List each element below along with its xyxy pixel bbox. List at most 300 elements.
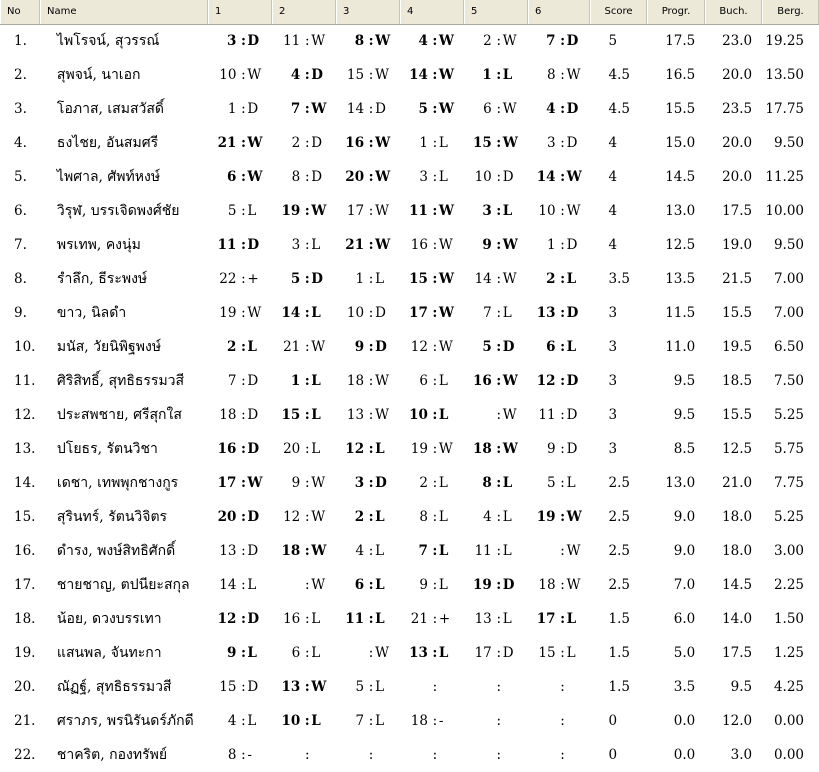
player-name: วิรุฬ, บรรเจิดพงศ์ชัย (56, 203, 180, 219)
round-result-2 (271, 713, 335, 729)
separator: : (304, 305, 310, 321)
round-result-4 (399, 339, 463, 355)
game-result (439, 747, 463, 763)
separator: : (304, 339, 310, 355)
opponent-number: 18 (472, 441, 492, 457)
game-result: W (311, 543, 327, 559)
separator: : (304, 33, 310, 49)
opponent-number (527, 713, 559, 729)
column-header-round-4[interactable]: 4 (400, 0, 464, 24)
table-row[interactable] (0, 738, 819, 772)
opponent-number: 19 (281, 203, 301, 219)
separator: : (496, 475, 502, 491)
berg-value: 0.00 (773, 713, 805, 729)
separator: : (432, 611, 438, 627)
separator: : (560, 645, 565, 661)
game-result: L (566, 645, 576, 661)
game-result: W (247, 305, 262, 321)
round-result-2 (271, 237, 335, 253)
opponent-number: 21 (345, 237, 365, 253)
game-result: D (247, 611, 260, 627)
table-row[interactable] (0, 602, 819, 636)
game-result: D (502, 339, 515, 355)
game-result: D (247, 543, 259, 559)
row-number: 16. (14, 543, 36, 559)
opponent-number: 8 (482, 475, 492, 491)
separator: : (560, 33, 566, 49)
separator: : (241, 713, 246, 729)
table-row[interactable] (0, 432, 819, 466)
separator: : (304, 237, 310, 253)
berg-value: 3.00 (773, 543, 805, 559)
separator: : (304, 747, 310, 763)
column-header-round-5[interactable]: 5 (464, 0, 528, 24)
separator: : (432, 645, 438, 661)
opponent-number: 7 (546, 33, 556, 49)
round-result-5 (463, 305, 527, 321)
buch-value: 19.0 (722, 237, 753, 253)
round-result-4 (399, 33, 463, 49)
berg-value: 7.75 (773, 475, 805, 491)
opponent-number: 7 (483, 305, 492, 321)
round-result-1 (208, 509, 272, 525)
round-result-3 (335, 747, 399, 763)
buch-value: 15.5 (722, 407, 753, 423)
separator: : (432, 33, 438, 49)
opponent-number (271, 577, 303, 593)
game-result: W (375, 407, 389, 423)
separator: : (560, 543, 565, 559)
progr-value: 8.5 (673, 441, 696, 457)
berg-value: 0.00 (773, 747, 805, 763)
game-result: L (375, 713, 385, 729)
separator: : (560, 713, 565, 729)
round-result-4 (399, 169, 463, 185)
separator: : (560, 679, 565, 695)
table-row[interactable] (0, 466, 819, 500)
opponent-number (271, 747, 303, 763)
buch-value: 17.5 (722, 203, 753, 219)
game-result: D (311, 169, 323, 185)
game-result (375, 747, 399, 763)
opponent-number: 12 (345, 441, 365, 457)
column-header-berg[interactable]: Berg. (762, 0, 819, 24)
table-row[interactable] (0, 568, 819, 602)
round-result-3 (335, 101, 399, 117)
buch-value: 20.0 (722, 169, 753, 185)
table-row[interactable] (0, 534, 819, 568)
opponent-number: 8 (419, 509, 428, 525)
game-result: L (247, 203, 257, 219)
table-row[interactable] (0, 330, 819, 364)
round-result-4 (399, 645, 463, 661)
opponent-number: 6 (354, 577, 365, 593)
separator: : (368, 645, 374, 661)
game-result: L (438, 135, 448, 151)
game-result (439, 679, 463, 695)
opponent-number: 17 (346, 203, 365, 219)
column-header-round-1[interactable]: 1 (208, 0, 272, 24)
opponent-number: 5 (482, 339, 492, 355)
game-result: W (311, 101, 327, 117)
opponent-number: 8 (227, 747, 237, 763)
round-result-4 (399, 747, 463, 763)
score-value: 0 (608, 747, 618, 763)
game-result: W (311, 679, 327, 695)
table-header (0, 0, 819, 25)
separator: : (432, 577, 438, 593)
opponent-number: 13 (346, 407, 365, 423)
opponent-number: 14 (474, 271, 492, 287)
separator: : (368, 373, 374, 389)
buch-value: 18.0 (722, 543, 753, 559)
opponent-number: 8 (354, 33, 365, 49)
opponent-number: 11 (409, 203, 428, 219)
opponent-number: 12 (536, 373, 556, 389)
separator: : (496, 373, 502, 389)
round-result-6 (527, 713, 591, 729)
column-header-round-3[interactable]: 3 (336, 0, 400, 24)
opponent-number (335, 645, 367, 661)
separator: : (560, 475, 565, 491)
round-result-2 (271, 67, 335, 83)
opponent-number: 7 (418, 543, 428, 559)
round-result-2 (271, 305, 335, 321)
opponent-number: 1 (546, 237, 556, 253)
opponent-number: 7 (355, 713, 365, 729)
row-number: 18. (14, 611, 36, 627)
table-row[interactable] (0, 160, 819, 194)
game-result: W (438, 271, 455, 287)
player-name: ชายชาญ, ตปนียะสกุล (56, 577, 190, 593)
game-result: W (375, 203, 389, 219)
opponent-number: 4 (227, 713, 237, 729)
separator: : (240, 441, 246, 457)
berg-value: 5.25 (773, 509, 805, 525)
game-result: W (375, 169, 391, 185)
table-row[interactable] (0, 92, 819, 126)
game-result: D (566, 407, 578, 423)
separator: : (304, 611, 310, 627)
table-row[interactable] (0, 194, 819, 228)
round-result-4 (399, 407, 463, 423)
separator: : (240, 339, 246, 355)
table-row[interactable] (0, 704, 819, 738)
opponent-number: 4 (290, 67, 301, 83)
separator: : (241, 271, 246, 287)
round-result-2 (271, 509, 335, 525)
separator: : (241, 305, 246, 321)
table-row[interactable] (0, 636, 819, 670)
progr-value: 15.5 (665, 101, 696, 117)
game-result: D (311, 67, 323, 83)
separator: : (240, 645, 246, 661)
table-row[interactable] (0, 24, 819, 58)
buch-value: 23.0 (722, 33, 753, 49)
player-name: ปโยธร, รัตนวิชา (56, 441, 158, 457)
round-result-6 (527, 747, 591, 763)
opponent-number: 18 (219, 407, 237, 423)
round-result-5 (463, 475, 527, 491)
opponent-number: 11 (345, 611, 365, 627)
score-value: 3 (608, 407, 618, 423)
game-result: L (311, 713, 321, 729)
separator: : (560, 305, 566, 321)
progr-value: 16.5 (665, 67, 696, 83)
row-number: 17. (14, 577, 36, 593)
column-header-progr[interactable]: Progr. (647, 0, 705, 24)
opponent-number: 12 (283, 509, 301, 525)
separator: : (560, 135, 565, 151)
opponent-number: 20 (345, 169, 365, 185)
game-result: L (438, 577, 448, 593)
berg-value: 13.50 (765, 67, 805, 83)
round-result-3 (335, 509, 399, 525)
game-result: + (438, 611, 451, 627)
table-row[interactable] (0, 262, 819, 296)
opponent-number: 13 (536, 305, 556, 321)
game-result: D (247, 237, 260, 253)
score-value: 3 (608, 373, 618, 389)
row-number: 22. (14, 747, 36, 763)
round-result-3 (335, 67, 399, 83)
opponent-number: 5 (227, 203, 237, 219)
separator: : (496, 577, 502, 593)
table-row[interactable] (0, 126, 819, 160)
column-header-name[interactable]: Name (40, 0, 208, 24)
opponent-number: 3 (354, 475, 365, 491)
separator: : (368, 271, 374, 287)
progr-value: 7.0 (673, 577, 696, 593)
separator: : (432, 203, 438, 219)
opponent-number: 14 (346, 101, 365, 117)
row-number: 10. (14, 339, 36, 355)
opponent-number: 1 (290, 373, 301, 389)
column-header-round-6[interactable]: 6 (528, 0, 590, 24)
game-result: W (247, 67, 262, 83)
score-value: 5 (608, 33, 618, 49)
opponent-number: 17 (409, 305, 428, 321)
separator: : (368, 577, 374, 593)
game-result: D (247, 407, 259, 423)
game-result: L (375, 543, 385, 559)
round-result-3 (335, 713, 399, 729)
opponent-number: 9 (546, 441, 556, 457)
buch-value: 20.0 (722, 135, 753, 151)
opponent-number: 2 (483, 33, 492, 49)
berg-value: 17.75 (765, 101, 805, 117)
separator: : (432, 101, 438, 117)
column-header-score[interactable]: Score (590, 0, 647, 24)
game-result: D (247, 373, 259, 389)
round-result-1 (208, 271, 272, 287)
separator: : (241, 407, 246, 423)
game-result: W (566, 577, 581, 593)
row-number: 11. (14, 373, 36, 389)
table-row[interactable] (0, 500, 819, 534)
berg-value: 7.50 (773, 373, 805, 389)
opponent-number: 14 (409, 67, 428, 83)
column-header-round-2[interactable]: 2 (272, 0, 336, 24)
round-result-1 (208, 713, 272, 729)
score-value: 4 (608, 203, 618, 219)
progr-value: 9.0 (673, 509, 696, 525)
opponent-number: 10 (409, 407, 428, 423)
game-result: D (566, 135, 578, 151)
opponent-number: 20 (283, 441, 301, 457)
game-result: D (502, 169, 514, 185)
opponent-number: 8 (291, 169, 301, 185)
berg-value: 7.00 (773, 305, 805, 321)
game-result: L (502, 305, 512, 321)
table-row[interactable] (0, 670, 819, 704)
round-result-3 (335, 339, 399, 355)
game-result: W (502, 407, 517, 423)
round-result-3 (335, 611, 399, 627)
round-result-5 (463, 203, 527, 219)
game-result: W (311, 339, 326, 355)
separator: : (304, 543, 310, 559)
separator: : (560, 271, 566, 287)
game-result: W (375, 135, 391, 151)
round-result-3 (335, 169, 399, 185)
player-name: ประสพชาย, ศรีสุกใส (56, 407, 182, 423)
berg-value: 5.25 (773, 407, 805, 423)
score-value: 4.5 (608, 101, 630, 117)
game-result: W (311, 33, 326, 49)
buch-value: 12.0 (722, 713, 753, 729)
table-row[interactable] (0, 296, 819, 330)
game-result: L (247, 339, 257, 355)
opponent-number (527, 543, 559, 559)
berg-value: 11.25 (765, 169, 805, 185)
opponent-number: 6 (483, 101, 492, 117)
game-result: L (438, 407, 449, 423)
table-row[interactable] (0, 58, 819, 92)
opponent-number: 9 (482, 237, 492, 253)
opponent-number: 7 (227, 373, 237, 389)
separator: : (368, 135, 374, 151)
separator: : (304, 203, 310, 219)
separator: : (496, 543, 502, 559)
round-result-2 (271, 373, 335, 389)
separator: : (496, 509, 502, 525)
column-header-no[interactable]: No (0, 0, 40, 24)
round-result-1 (208, 747, 272, 763)
score-value: 3.5 (608, 271, 630, 287)
game-result: L (247, 713, 257, 729)
berg-value: 1.50 (773, 611, 805, 627)
opponent-number: 21 (217, 135, 237, 151)
table-row[interactable] (0, 228, 819, 262)
round-result-6 (527, 441, 591, 457)
separator: : (432, 169, 438, 185)
game-result: W (502, 237, 518, 253)
row-number: 19. (14, 645, 36, 661)
buch-value: 21.5 (722, 271, 753, 287)
game-result: W (566, 169, 582, 185)
round-result-6 (527, 339, 591, 355)
opponent-number: 1 (419, 135, 428, 151)
opponent-number: 19 (536, 509, 556, 525)
round-result-5 (463, 679, 527, 695)
column-header-buch[interactable]: Buch. (705, 0, 762, 24)
progr-value: 3.5 (673, 679, 696, 695)
progr-value: 11.0 (665, 339, 696, 355)
opponent-number: 16 (410, 237, 428, 253)
opponent-number: 17 (474, 645, 492, 661)
progr-value: 13.5 (665, 271, 696, 287)
separator: : (368, 509, 374, 525)
table-row[interactable] (0, 364, 819, 398)
game-result: L (438, 373, 448, 389)
berg-value: 10.00 (765, 203, 805, 219)
separator: : (496, 611, 502, 627)
separator: : (432, 373, 438, 389)
player-name: สุรินทร์, รัตนวิจิตร (56, 509, 168, 525)
table-row[interactable] (0, 398, 819, 432)
separator: : (432, 407, 438, 423)
round-result-4 (399, 475, 463, 491)
round-result-4 (399, 441, 463, 457)
separator: : (432, 339, 438, 355)
game-result: L (502, 67, 513, 83)
opponent-number: 21 (410, 611, 428, 627)
separator: : (496, 101, 502, 117)
separator: : (560, 441, 565, 457)
progr-value: 14.5 (665, 169, 696, 185)
game-result: L (247, 577, 257, 593)
separator: : (368, 747, 374, 763)
opponent-number: 20 (217, 509, 237, 525)
separator: : (368, 203, 374, 219)
game-result: L (438, 169, 448, 185)
round-result-1 (208, 305, 272, 321)
game-result: D (502, 645, 514, 661)
round-result-3 (335, 543, 399, 559)
row-number: 14. (14, 475, 36, 491)
separator: : (240, 33, 246, 49)
separator: : (560, 747, 565, 763)
opponent-number: 3 (482, 203, 492, 219)
progr-value: 13.0 (665, 475, 696, 491)
player-name: แสนพล, จันทะกา (56, 645, 162, 661)
separator: : (368, 169, 374, 185)
round-result-2 (271, 101, 335, 117)
separator: : (304, 101, 310, 117)
player-name: ขาว, นิลดำ (56, 305, 127, 321)
round-result-6 (527, 305, 591, 321)
game-result (567, 713, 591, 729)
game-result: - (438, 713, 444, 729)
separator: : (432, 543, 438, 559)
round-result-6 (527, 577, 591, 593)
buch-value: 23.5 (722, 101, 753, 117)
row-number: 5. (14, 169, 27, 185)
round-result-1 (208, 441, 272, 457)
separator: : (368, 543, 374, 559)
round-result-1 (208, 101, 272, 117)
separator: : (304, 509, 310, 525)
game-result: W (311, 577, 326, 593)
opponent-number: 14 (281, 305, 301, 321)
progr-value: 5.0 (673, 645, 696, 661)
game-result: W (438, 305, 455, 321)
game-result: W (438, 203, 455, 219)
separator: : (368, 713, 374, 729)
game-result: W (247, 475, 263, 491)
separator: : (240, 237, 246, 253)
